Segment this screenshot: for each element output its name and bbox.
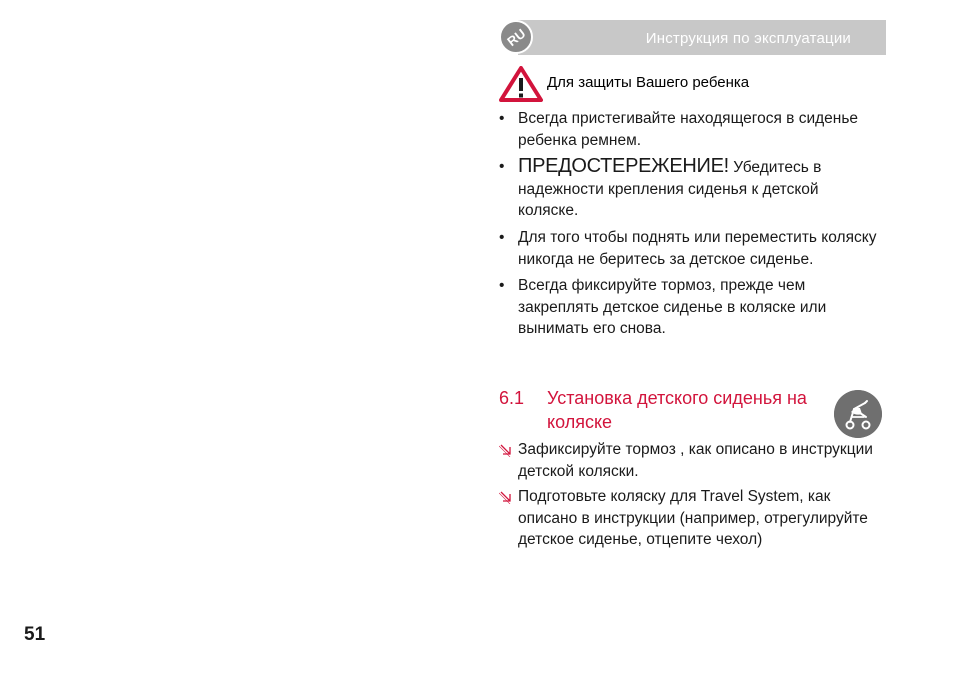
list-item (499, 439, 879, 482)
bullet-text: Всегда фиксируйте тормоз, прежде чем закреплять детское сиденье в коляске или вынимать его снова. (518, 277, 827, 338)
section-title: Установка детского сиденья на коляске (547, 388, 807, 432)
step-text: Зафиксируйте тормоз , как описано в инструкции детской коляски. (518, 441, 873, 480)
caution-label: ПРЕДОСТЕРЕЖЕНИЕ! (518, 155, 729, 178)
warning-title: Для защиты Вашего ребенка (547, 74, 750, 91)
section-heading (499, 386, 829, 434)
list-item (499, 156, 879, 222)
step-text: Подготовьте коляску для Travel System, как описано в инструкции (например, отрегулируйте детское сиденье, отцепите чехол) (518, 488, 868, 549)
step-arrow-icon (499, 490, 513, 504)
bullet-text: Для того чтобы поднять или переместить коляску никогда не беритесь за детское сиденье. (518, 228, 877, 268)
instruction-step-list (499, 439, 879, 555)
step-arrow-icon (499, 443, 513, 457)
bullet-dot: • (499, 228, 505, 246)
bullet-text: Всегда пристегивайте находящегося в сиденье ребенка ремнем. (518, 110, 859, 149)
list-item (499, 227, 879, 270)
list-item (499, 486, 879, 551)
bullet-text: Убедитесь в надежности крепления сиденья к детской коляске. (518, 159, 822, 220)
bullet-dot: • (499, 277, 505, 295)
list-item (499, 275, 879, 340)
warning-bullet-list (499, 108, 879, 345)
page-number: 51 (24, 624, 46, 645)
language-badge (499, 20, 533, 54)
language-badge-label: RU (503, 25, 529, 49)
header-bar (518, 20, 886, 55)
warning-triangle-icon (499, 66, 543, 102)
section-number: 6.1 (499, 388, 525, 408)
header-title: Инструкция по эксплуатации (645, 30, 851, 47)
bullet-dot: • (499, 158, 505, 176)
list-item (499, 108, 879, 151)
stroller-icon (834, 390, 882, 438)
bullet-dot: • (499, 110, 505, 127)
